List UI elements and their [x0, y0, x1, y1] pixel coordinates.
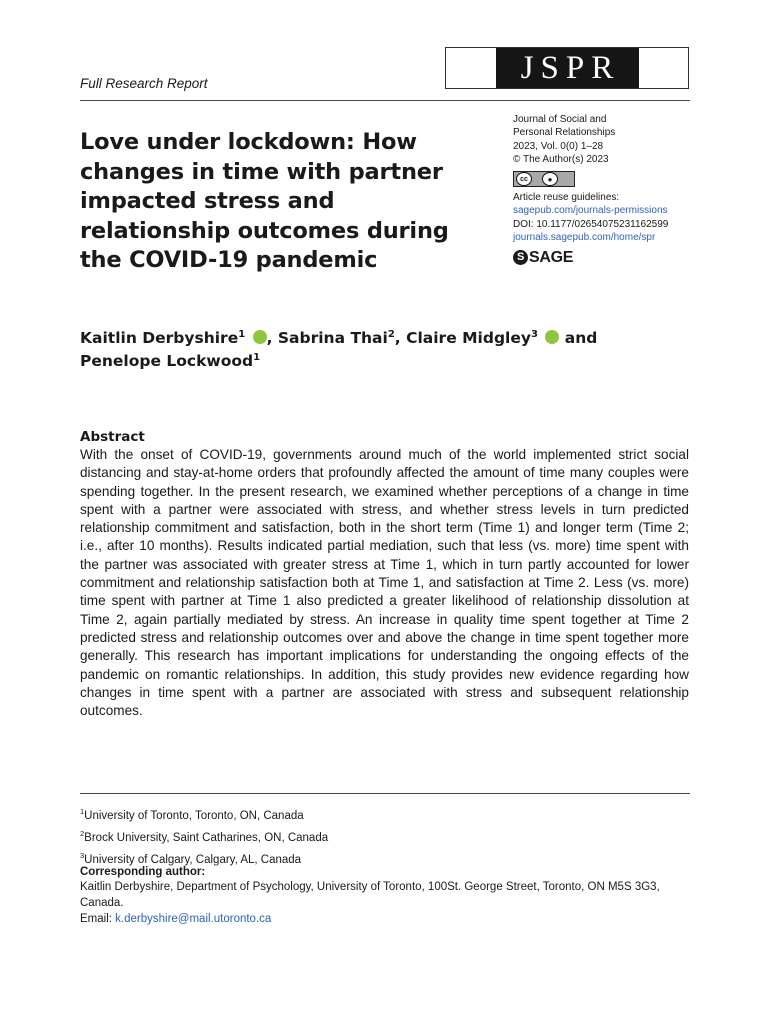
- author-list: [80, 327, 700, 373]
- author-separator: ,: [266, 329, 278, 347]
- corresponding-email-line: [80, 912, 700, 928]
- abstract-heading: Abstract: [80, 429, 145, 445]
- header-rule: [80, 100, 690, 101]
- author-name[interactable]: Kaitlin Derbyshire: [80, 329, 239, 347]
- article-title: Love under lockdown: How changes in time with partner impacted stress and relationship outcomes during the COVID-19 pandemic: [80, 129, 449, 273]
- affiliation-sup: 2: [80, 828, 85, 838]
- affiliation-sup: 3: [80, 850, 85, 860]
- author-affil-sup: 3: [530, 328, 538, 340]
- orcid-icon[interactable]: [253, 330, 267, 344]
- email-link[interactable]: k.derbyshire@mail.utoronto.ca: [115, 912, 272, 925]
- affiliation-item: [80, 825, 328, 847]
- orcid-icon[interactable]: [545, 330, 559, 344]
- journal-logo-text: JSPR: [496, 48, 639, 88]
- article-meta: [513, 113, 713, 265]
- footnote-rule: [80, 793, 690, 794]
- journal-logo: [445, 47, 689, 89]
- doi[interactable]: DOI: 10.1177/02654075231162599: [513, 218, 669, 230]
- corresponding-address: Kaitlin Derbyshire, Department of Psychology, University of Toronto, 100St. George Street, Toronto, ON M5S 3G3, Canada.: [80, 881, 660, 909]
- affiliation-text: Brock University, Saint Catharines, ON, Canada: [84, 831, 329, 844]
- copyright: © The Author(s) 2023: [513, 153, 609, 165]
- attribution-icon: ●: [542, 172, 558, 186]
- author-name[interactable]: Sabrina Thai: [277, 329, 388, 347]
- abstract-text: With the onset of COVID-19, governments around much of the world implemented strict social distancing and stay-at-home orders that profoundly affected the amount of time many couples were spending together. In the present research, we examined whether perceptions of a change in time spent with a partner were associated with stress, and whether stress levels in turn predicted relationship commitment and satisfaction, both in the short term (Time 1) and longer term (Time 2; i.e., after 10 months). Results indicated partial mediation, such that less (vs. more) time spent with the partner was associated with greater stress at Time 1, which in turn partly accounted for lower commitment and relationship satisfaction both at Time 1, and satisfaction at Time 2. Less (vs. more) time spent with partner at Time 1 also predicted a greater likelihood of relationship dissolution at Time 2, again partially mediated by stress. An increase in quality time spent together at Time 2 predicted stress and relationship outcomes over and above the change in time spent together more generally. This research has important implications for understanding the ongoing effects of the pandemic on romantic relationships. In addition, this study provides new evidence regarding how changes in time spent with a partner are associated with stress and subsequent relationship outcomes.: [80, 447, 689, 719]
- sage-logo-text: SAGE: [529, 249, 574, 267]
- affiliations: [80, 803, 328, 868]
- section-label: Full Research Report: [80, 76, 208, 91]
- author-name[interactable]: Claire Midgley: [406, 329, 531, 347]
- journal-name-line1: Journal of Social and: [513, 114, 607, 125]
- author-affil-sup: 1: [253, 351, 261, 363]
- reuse-link[interactable]: sagepub.com/journals-permissions: [513, 205, 668, 217]
- corresponding-details: [80, 880, 700, 927]
- sage-s-icon: S: [513, 250, 528, 265]
- author-affil-sup: 1: [238, 328, 246, 340]
- sage-logo: [513, 250, 713, 265]
- corresponding-heading: Corresponding author:: [80, 866, 206, 878]
- cc-by-icon[interactable]: [513, 171, 575, 187]
- cc-icon: cc: [516, 172, 532, 186]
- affiliation-sup: 1: [80, 807, 85, 816]
- affiliation-item: [80, 803, 328, 825]
- author-affil-sup: 2: [387, 328, 395, 340]
- author-separator: and: [559, 329, 598, 347]
- journal-link[interactable]: journals.sagepub.com/home/spr: [513, 232, 656, 244]
- author-name[interactable]: Penelope Lockwood: [80, 352, 254, 370]
- affiliation-text: University of Calgary, Calgary, AL, Canada: [84, 853, 302, 866]
- journal-name-line2: Personal Relationships: [513, 127, 616, 139]
- author-separator: ,: [394, 329, 407, 347]
- reuse-label: Article reuse guidelines:: [513, 192, 620, 204]
- affiliation-text: University of Toronto, Toronto, ON, Canada: [84, 809, 304, 822]
- email-label: Email:: [80, 912, 112, 925]
- volume-info: 2023, Vol. 0(0) 1–28: [513, 140, 604, 152]
